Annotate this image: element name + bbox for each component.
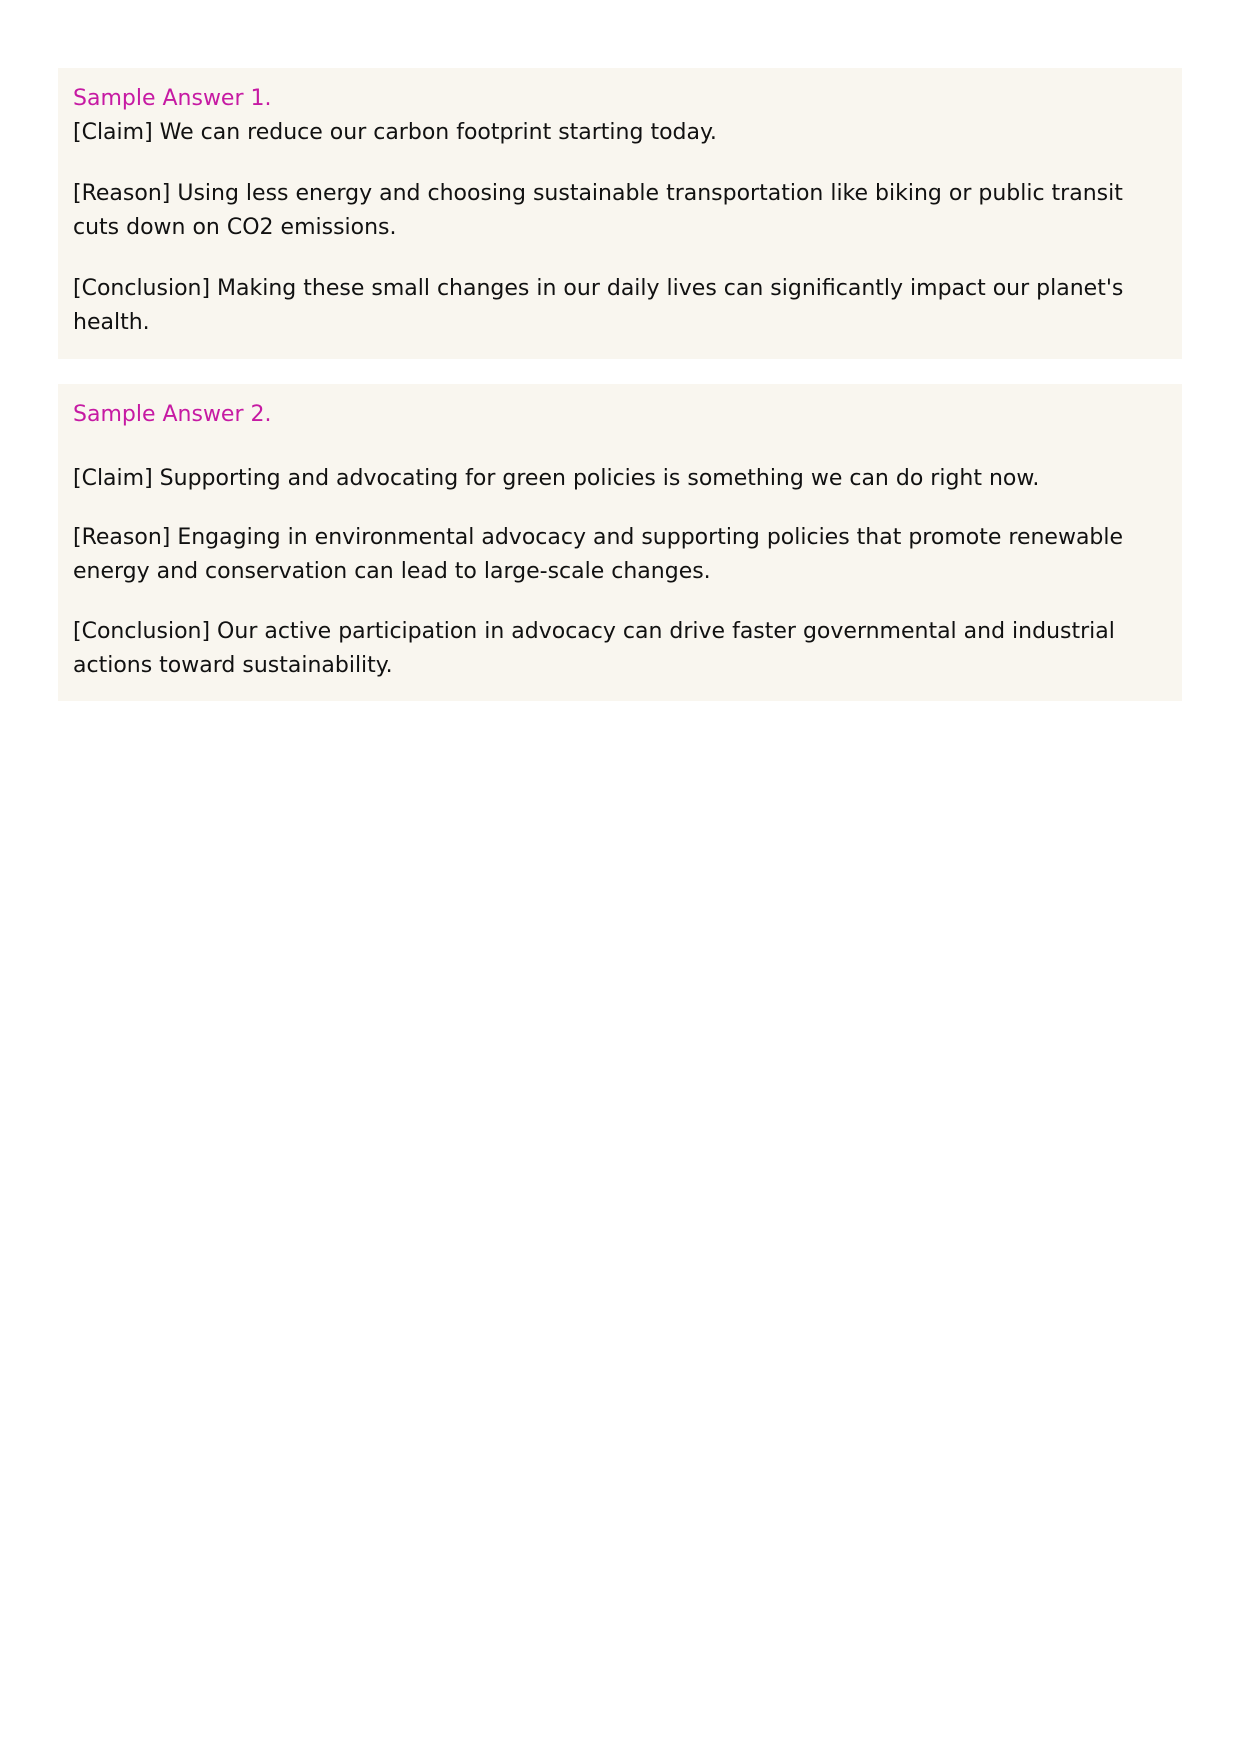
sample-answer-1-heading: Sample Answer 1.	[73, 86, 272, 111]
sample-answer-2-claim: [Claim] Supporting and advocating for green policies is something we can do right now.	[73, 466, 1040, 491]
sample-answer-1-claim: [Claim] We can reduce our carbon footprint starting today.	[73, 120, 717, 145]
sample-answer-1-reason: [Reason] Using less energy and choosing sustainable transportation like biking or public transit cuts down on CO2 emissions.	[73, 181, 1123, 240]
sample-answer-2-reason: [Reason] Engaging in environmental advocacy and supporting policies that promote renewable energy and conservation can lead to large-scale changes.	[73, 525, 1124, 584]
sample-answer-1-conclusion: [Conclusion] Making these small changes in our daily lives can significantly impact our planet's health.	[73, 276, 1124, 335]
sample-answer-2-heading: Sample Answer 2.	[73, 402, 272, 427]
sample-answer-1-box	[58, 68, 1182, 359]
sample-answer-2-box	[58, 384, 1182, 701]
sample-answer-2-conclusion: [Conclusion] Our active participation in advocacy can drive faster governmental and industrial actions toward sustainability.	[73, 619, 1115, 678]
